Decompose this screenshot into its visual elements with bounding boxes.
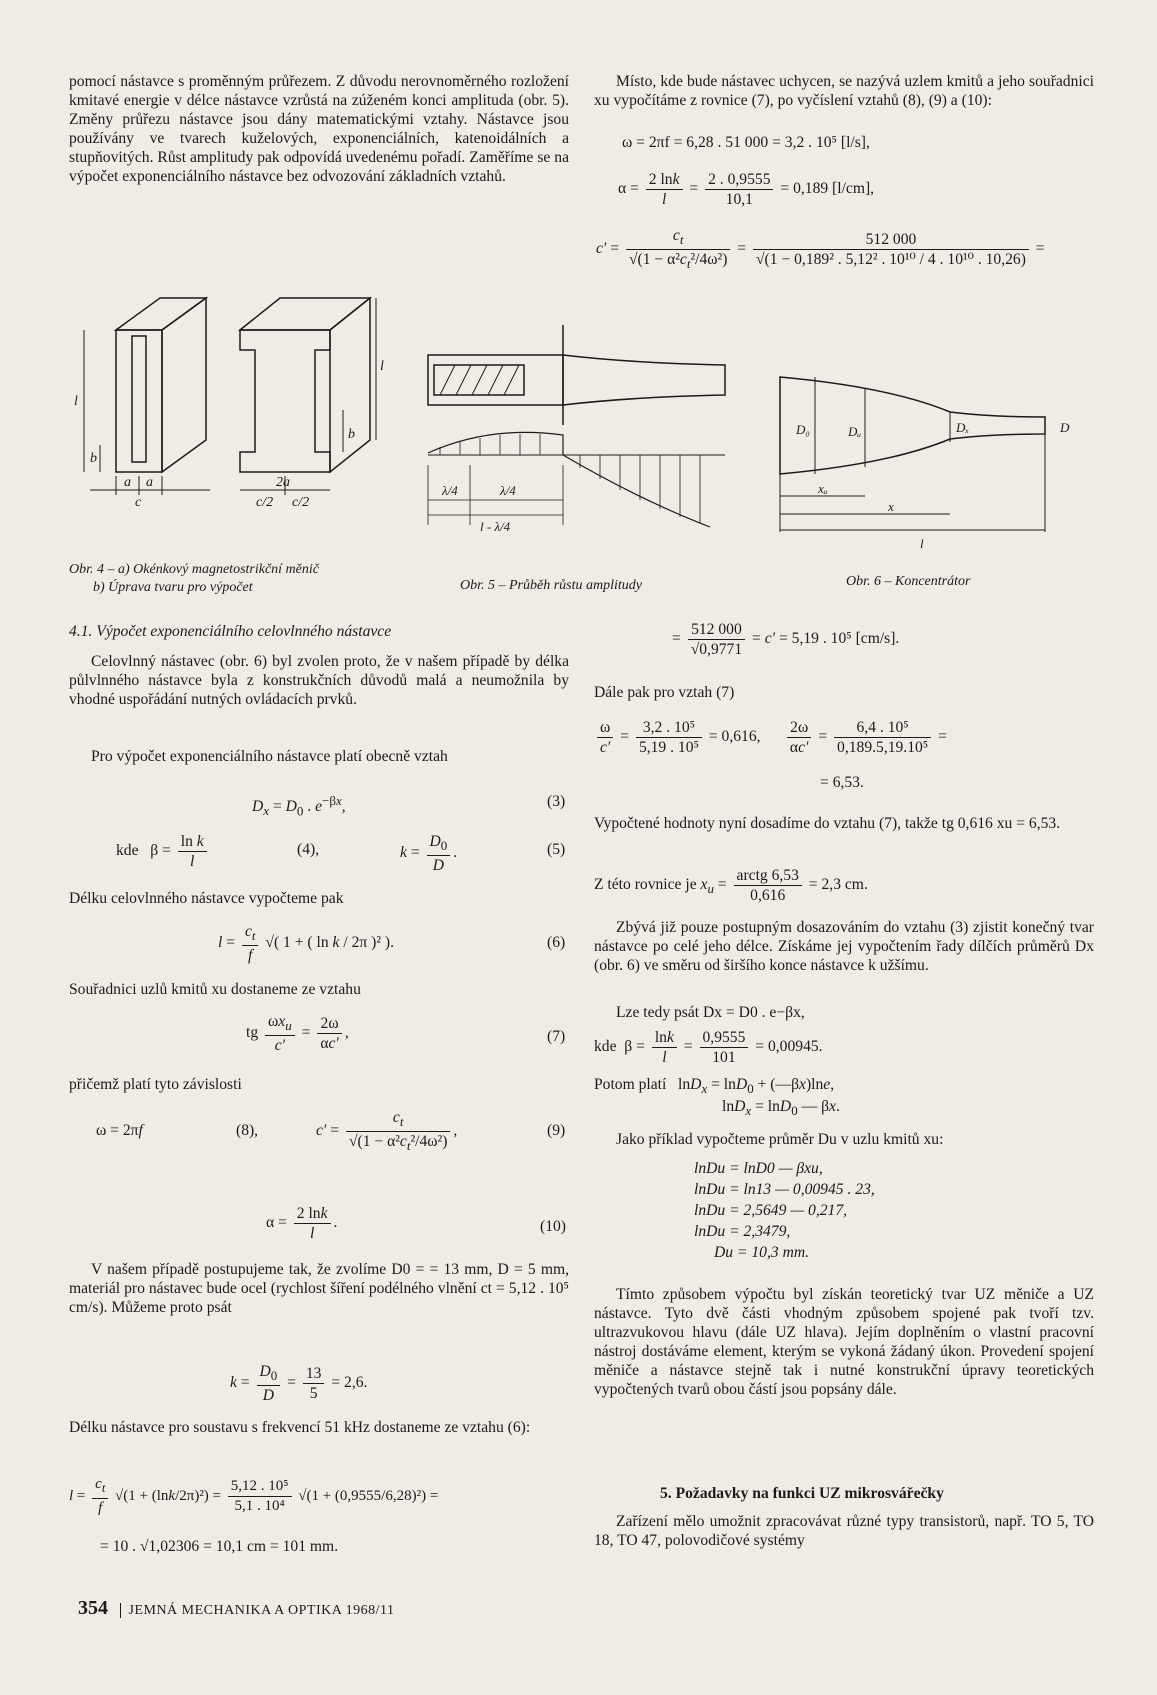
eq4-5: kde β = $\frac{\text{ln k}}{l}$ — [116, 832, 210, 871]
c-prime-equation: c′ = $\frac{c_t}{√(1 - \alpha^2c_t^2/4\omega^2)}$ = $\frac{512 000}{\text{√(1 − 0,189² . 5,12² . 10¹⁰ / 4 . 10¹⁰ . 10,26)}}$ = — [596, 227, 1045, 272]
fig4-label-c2-a: c/2 — [256, 495, 274, 510]
right-p8: Tímto způsobem výpočtu byl získán teoretický tvar UZ měniče a UZ nástavce. Tyto dvě části vhodným způsobem spojené pak tvoří tzv. ultrazvukovou hlavu (dále UZ hlava). Jejím doplněním o vlastní pracovní nástroj dostáváme element, kterým se vykoná žádaný úkon. Provedení spojení měniče a nástavce stejně tak i nutné konstrukční úpravy teoretických vypočtených tvarů obou částí jsou popsány dále. — [594, 1286, 1094, 1398]
eq6: l = $\frac{c_t}{f}$ √( 1 + ( ln k / 2π )² ). — [218, 923, 395, 965]
figure-5-drawing — [420, 315, 760, 575]
right-p1: Dále pak pro vztah (7) — [594, 684, 735, 701]
eq7-number: (7) — [547, 1028, 566, 1045]
faint-header-bleed — [65, 40, 1095, 54]
c-prime-result: = $\frac{512 000}{√0,9771}$ = c′ = 5,19 . 10⁵ [cm/s]. — [672, 621, 900, 658]
potom-platí: Potom platí lnD$_x$ = lnD$_0$ + (—βx)lne, — [594, 1076, 835, 1097]
caption-fig4b: b) Úprava tvaru pro výpočet — [93, 580, 253, 595]
eq9: c′ = $\frac{c_t}{√(1 - \alpha^2c_t^2/4\omega^2)}$ , — [316, 1109, 458, 1154]
fig4-label-c: c — [135, 495, 142, 510]
fig6-label-Du: Dᵤ — [848, 424, 862, 439]
fig5-label-lambda4-a: λ/4 — [442, 483, 458, 498]
fig6-label-Dx: Dₓ — [956, 420, 970, 435]
fig4-label-2a: 2a — [276, 475, 290, 490]
fig4-label-a1: a — [124, 475, 131, 490]
caption-fig4a: Obr. 4 – a) Okénkový magnetostrikční měnič — [69, 562, 319, 577]
omega-c-equation: $\frac{\omega}{c'}$ = $\frac{\text{3,2 . 10⁵}}{\text{5,19 . 10⁵}}$ = 0,616, $\frac{2\omega}{\alpha c'}$ = $\frac{\text{6,4 . 10⁵}}{\text{0,189.5,19.10⁵}}$ = — [594, 718, 947, 757]
eq8: ω = 2πf — [96, 1122, 143, 1139]
left-p5: přičemž platí tyto závislosti — [69, 1076, 242, 1093]
page-number: 354 — [78, 1597, 108, 1619]
left-p1: Celovlnný nástavec (obr. 6) byl zvolen proto, že v našem případě by délka půlvlnného nástavce byla z konstrukčních důvodů malá a neumožnila by vhodné uspořádání nutných ovládacích prvků. — [69, 653, 569, 708]
eq5-number: (5) — [547, 841, 566, 858]
right-p5: Lze tedy psát Dx = D0 . e−βx, — [616, 1004, 805, 1021]
fig4-label-b2: b — [348, 427, 355, 442]
left-p4: Souřadnici uzlů kmitů xu dostaneme ze vztahu — [69, 981, 361, 998]
left-p7: Délku nástavce pro soustavu s frekvencí 51 kHz dostaneme ze vztahu (6): — [69, 1419, 531, 1436]
figure-4-drawing — [74, 290, 400, 530]
section-heading-5: 5. Požadavky na funkci UZ mikrosvářečky — [660, 1485, 944, 1502]
section-heading-4-1: 4.1. Výpočet exponenciálního celovlnného nástavce — [69, 623, 392, 640]
fig6-label-l: l — [920, 536, 924, 551]
eq9-number: (9) — [547, 1122, 566, 1139]
left-p2: Pro výpočet exponenciálního nástavce platí obecně vztah — [91, 748, 448, 765]
right-p4: Zbývá již pouze postupným dosazováním do vztahu (3) zjistit konečný tvar nástavce po celé jeho délce. Získáme jej vypočtením řady dílčích průměrů Dx (obr. 6) ve směru od širšího konce nástavce k užšímu. — [594, 919, 1094, 974]
xu-equation: Z této rovnice je $x_u$ = $\frac{\text{arctg 6,53}}{0,616}$ = 2,3 cm. — [594, 867, 868, 904]
result-6-53: = 6,53. — [820, 774, 864, 791]
eq5: k = $\frac{D_0}{D}$ . — [400, 833, 458, 875]
caption-fig5: Obr. 5 – Průběh růstu amplitudy — [460, 578, 642, 593]
fig4-label-l2: l — [380, 359, 384, 374]
fig4-label-a2: a — [146, 475, 153, 490]
omega-equation — [622, 134, 870, 152]
fig6-label-D: D — [1060, 420, 1070, 435]
right-p7: Jako příklad vypočteme průměr Du v uzlu kmitů xu: — [616, 1131, 944, 1148]
fig5-label-lambda4-b: λ/4 — [500, 483, 516, 498]
eq3: $D_x = D_0$ . $e^{-\beta x}$, — [252, 793, 346, 819]
figure-6-drawing — [770, 372, 1090, 572]
page-footer — [78, 1597, 394, 1620]
right-p2: Vypočtené hodnoty nyní dosadíme do vztahu (7), takže tg 0,616 xu = 6,53. — [594, 815, 1061, 832]
beta-equation: kde β = $\frac{\ln k}{l}$ = $\frac{0,9555}{101}$ = 0,00945. — [594, 1029, 823, 1066]
journal-name: JEMNÁ MECHANIKA A OPTIKA 1968/11 — [120, 1603, 395, 1618]
fig6-label-D0: D₀ — [796, 422, 810, 437]
eq10: α = $\frac{2 \ln k}{l}$ . — [266, 1205, 338, 1242]
left-intro-text: pomocí nástavce s proměnným průřezem. Z důvodu nerovnoměrného rozložení kmitavé energie v délce nástavce vzrůstá na zúženém konci amplituda (obr. 5). Změny průřezu nástavce jsou dány matematickými vztahy. Nástavce jsou používány ve tvarech kuželových, exponenciálních, katenoidálních a stupňovitých. Růst amplitudy pak odpovídá uvedenému pořadí. Zaměříme se na výpočet exponenciálního nástavce bez odvozování základních vztahů. — [69, 73, 569, 185]
right-intro-paragraph — [594, 72, 1094, 110]
fig5-label-l-minus: l - λ/4 — [480, 519, 511, 534]
caption-fig6: Obr. 6 – Koncentrátor — [846, 574, 971, 589]
left-p3: Délku celovlnného nástavce vypočteme pak — [69, 890, 344, 907]
right-intro-text: Místo, kde bude nástavec uchycen, se nazývá uzlem kmitů a jeho souřadnici xu vypočítáme z rovnice (7), po vyčíslení vztahů (8), (9) a (10): — [594, 73, 1094, 109]
fig4-label-b: b — [90, 451, 97, 466]
fig4-label-l: l — [74, 394, 78, 409]
left-p6: V našem případě postupujeme tak, že zvolíme D0 = = 13 mm, D = 5 mm, materiál pro nástavec bude ocel (rychlost šíření podélného vlnění ct = 5,12 . 10⁵ cm/s). Můžeme proto psát — [69, 1261, 569, 1316]
fig4-label-c2-b: c/2 — [292, 495, 310, 510]
eq7: tg $\frac{\omega x_u}{c'}$ = $\frac{2\omega}{\alpha c'}$ , — [246, 1013, 349, 1055]
l-equation: l = $\frac{c_t}{f}$ √(1 + (lnk/2π)²) = $\frac{\text{5,12 . 10⁵}}{\text{5,1 . 10⁴}}$ √(1 + (0,9555/6,28)²) = — [69, 1476, 439, 1516]
eq8-number: (8), — [236, 1122, 259, 1139]
eq10-number: (10) — [540, 1218, 566, 1235]
left-intro-paragraph — [69, 72, 569, 186]
l-result: = 10 . √1,02306 = 10,1 cm = 101 mm. — [100, 1538, 339, 1555]
eq4-number: (4), — [297, 841, 320, 858]
k-equation: k = $\frac{D_0}{D}$ = $\frac{13}{5}$ = 2,6. — [230, 1363, 368, 1405]
fig6-label-x: x — [888, 499, 894, 514]
eq3-number: (3) — [547, 793, 566, 810]
omega-line: ω = 2πf = 6,28 . 51 000 = 3,2 . 10⁵ [l/s], — [622, 134, 870, 151]
fig6-label-xu: xᵤ — [818, 481, 828, 496]
du-lines: lnDu = lnD0 — βxu, lnDu = ln13 — 0,00945 . 23, lnDu = 2,5649 — 0,217, lnDu = 2,3479, Du = 10,3 mm. — [694, 1160, 875, 1261]
alpha-equation: α = $\frac{2 \ln k}{l}$ = $\frac{2 . 0,9555}{10,1}$ = 0,189 [l/cm], — [618, 171, 875, 208]
eq6-number: (6) — [547, 934, 566, 951]
potom-platí-2: lnD$_x$ = lnD$_0$ — βx. — [722, 1098, 840, 1119]
right-p9: Zařízení mělo umožnit zpracovávat různé typy transistorů, např. TO 5, TO 18, TO 47, polovodičové systémy — [594, 1513, 1094, 1549]
